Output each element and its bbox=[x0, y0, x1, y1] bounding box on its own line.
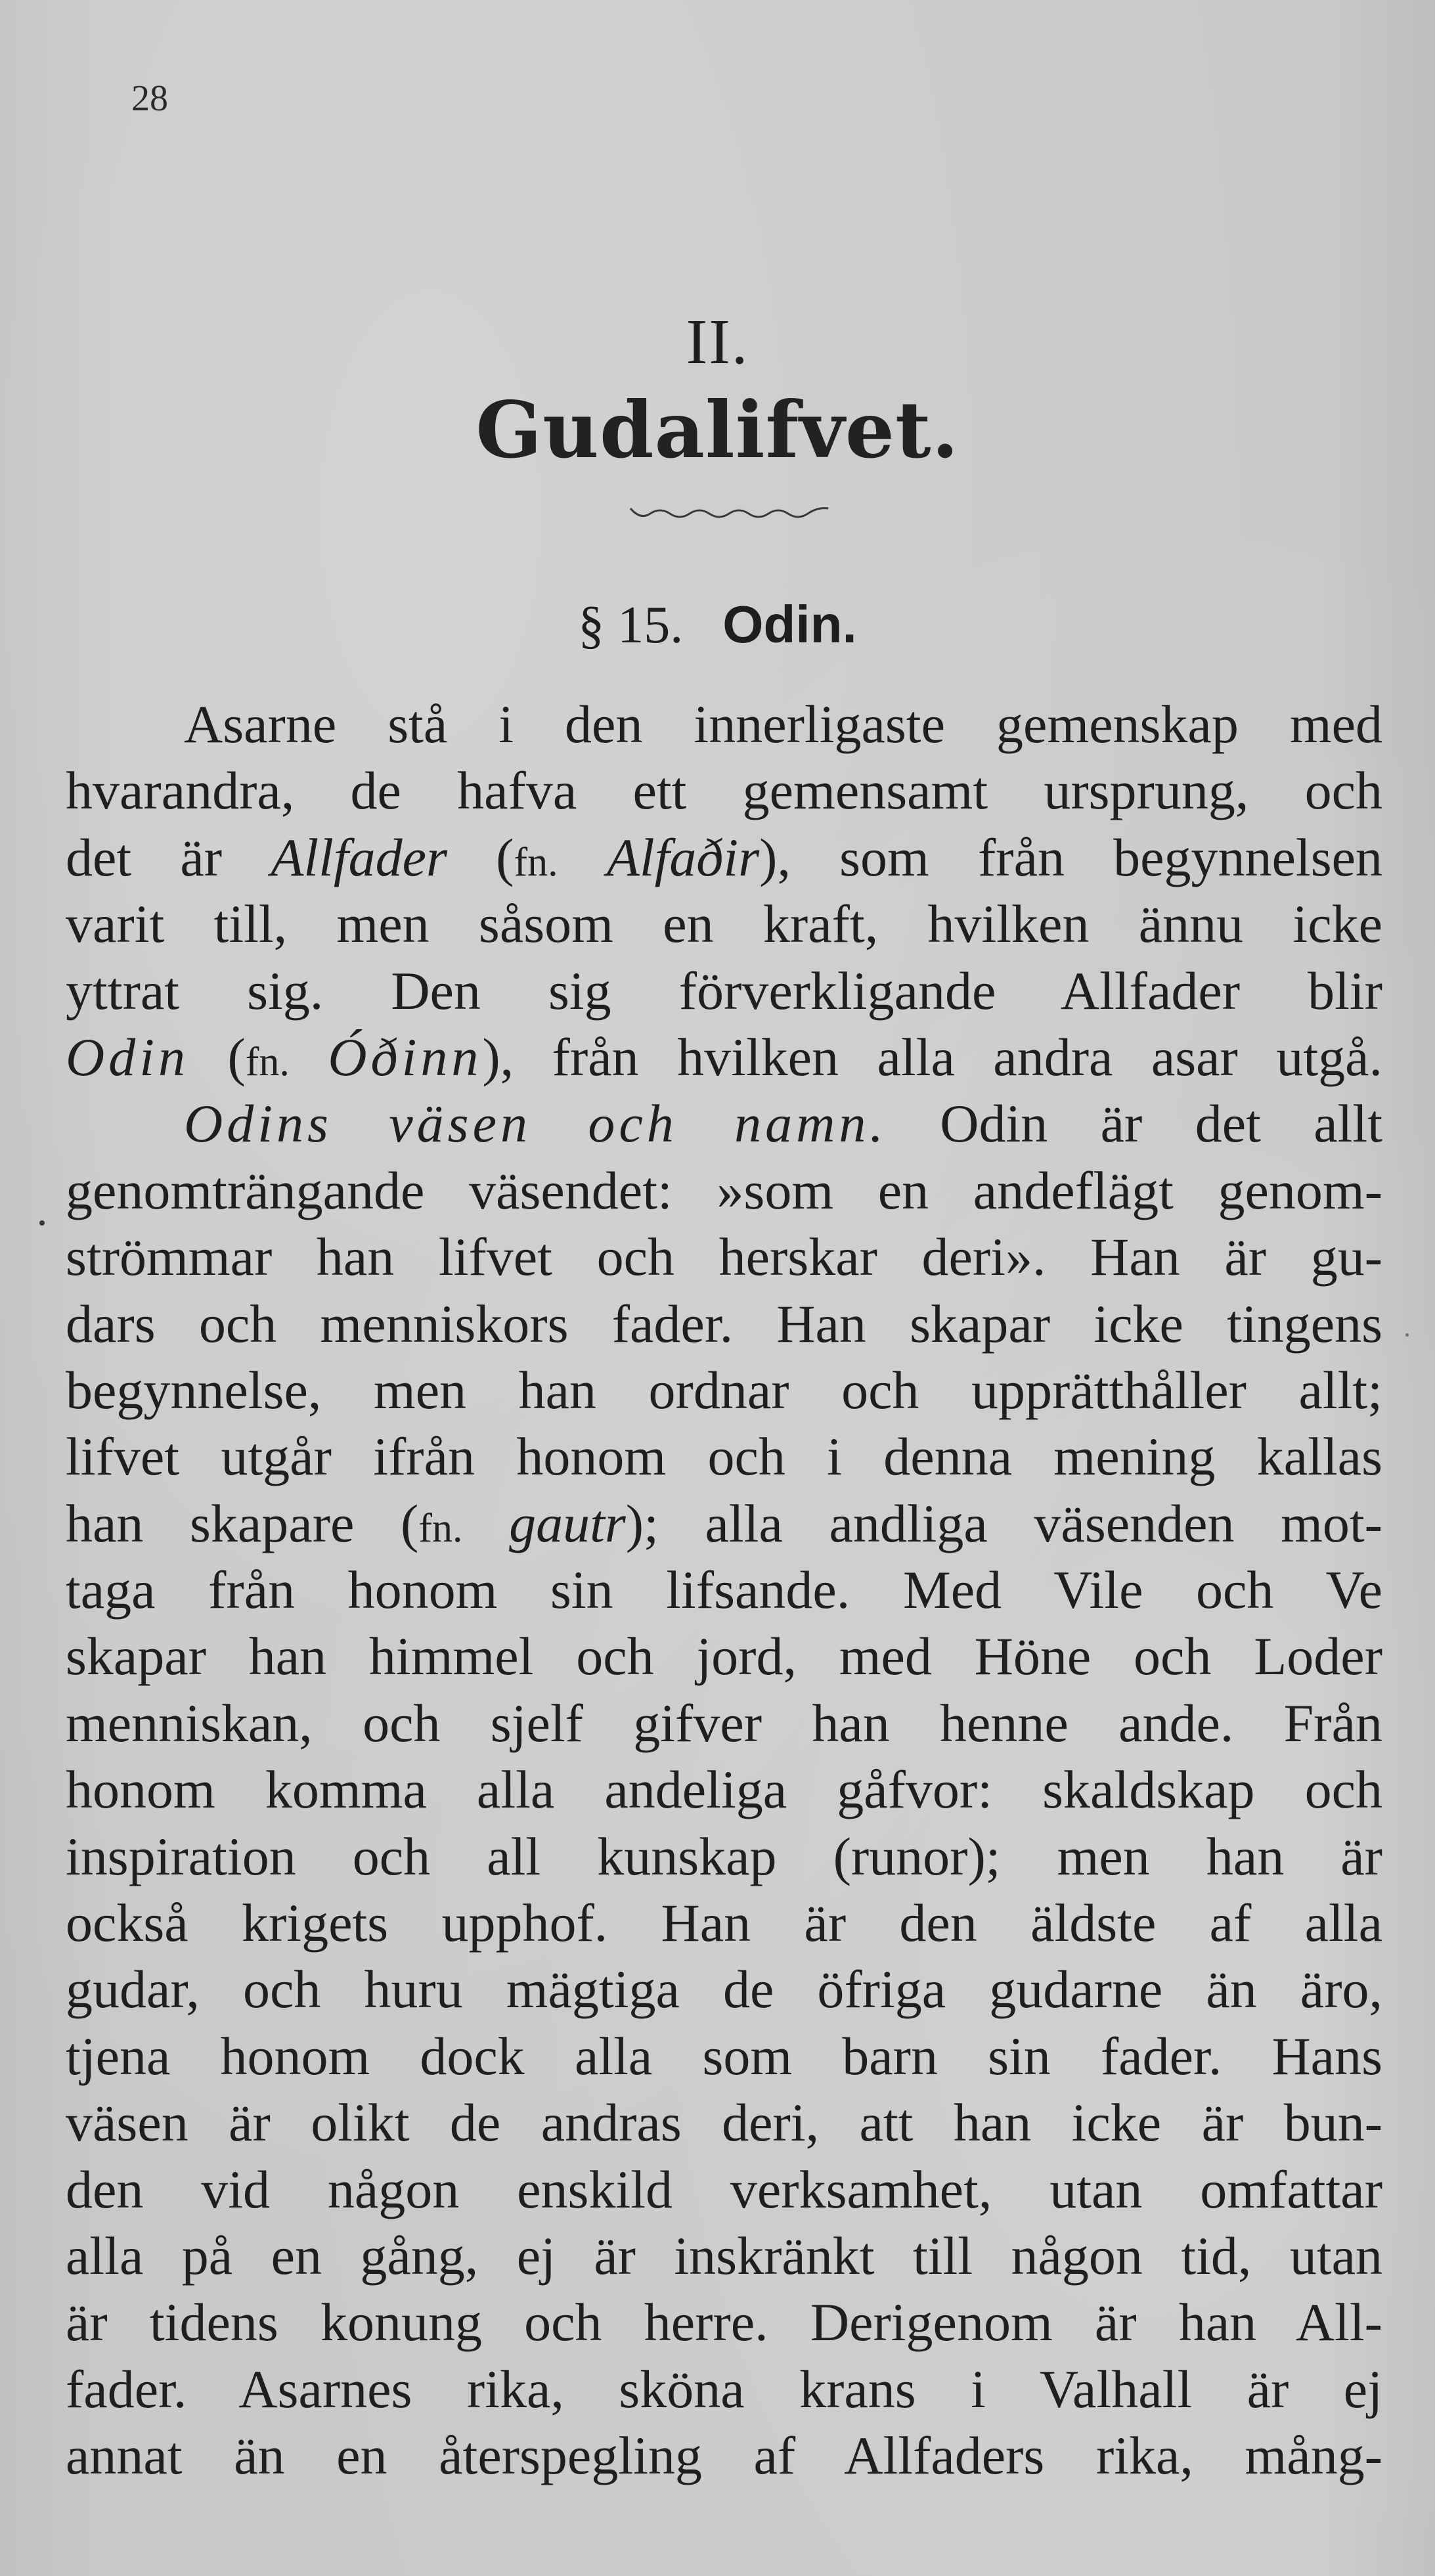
text-line bbox=[66, 958, 1382, 1024]
text-segment: yttrat sig. Den sig förverkligande Allfader blir bbox=[66, 960, 1382, 1021]
text-segment bbox=[558, 828, 607, 887]
text-line bbox=[66, 1890, 1382, 1956]
text-segment: fn. bbox=[418, 1505, 463, 1551]
text-line bbox=[66, 2089, 1382, 2156]
text-segment: menniskan, och sjelf gifver han henne ande. Från bbox=[66, 1693, 1382, 1753]
section-heading bbox=[0, 594, 1435, 655]
text-segment: gudar, och huru mägtiga de öfriga gudarne än äro, bbox=[66, 1959, 1382, 2020]
text-segment bbox=[290, 1027, 328, 1087]
text-line bbox=[66, 1090, 1382, 1157]
text-line bbox=[66, 2156, 1382, 2223]
page-number: 28 bbox=[131, 78, 168, 119]
text-segment: han skapare ( bbox=[66, 1493, 419, 1553]
text-line bbox=[66, 824, 1382, 891]
text-segment: ); alla andliga väsenden mot- bbox=[625, 1493, 1382, 1553]
text-segment: tjena honom dock alla som barn sin fader. Hans bbox=[66, 2026, 1382, 2086]
text-line bbox=[66, 1823, 1382, 1890]
text-segment: fn. bbox=[514, 839, 558, 885]
section-name: Odin. bbox=[722, 595, 857, 654]
text-line bbox=[66, 891, 1382, 957]
text-line bbox=[66, 2023, 1382, 2089]
text-segment: är tidens konung och herre. Derigenom är han All- bbox=[66, 2292, 1382, 2353]
text-line bbox=[66, 2289, 1382, 2355]
text-segment: Odin är det allt bbox=[887, 1094, 1382, 1154]
text-segment: annat än en återspegling af Allfaders rika, mång- bbox=[66, 2426, 1382, 2486]
text-line bbox=[66, 1224, 1382, 1290]
text-line bbox=[66, 1291, 1382, 1357]
text-segment: gautr bbox=[509, 1493, 626, 1553]
text-line bbox=[66, 1357, 1382, 1423]
wavy-rule-ornament-icon bbox=[629, 506, 829, 520]
text-line bbox=[66, 1557, 1382, 1623]
text-segment: skapar han himmel och jord, med Höne och Loder bbox=[66, 1626, 1382, 1687]
text-segment: genomträngande väsendet: »som en andeflägt genom- bbox=[66, 1160, 1382, 1220]
text-segment bbox=[462, 1494, 509, 1553]
text-segment: inspiration och all kunskap (runor); men han är bbox=[66, 1826, 1382, 1886]
text-line bbox=[66, 1024, 1382, 1090]
text-line bbox=[66, 1690, 1382, 1756]
text-line bbox=[66, 691, 1382, 757]
text-segment: strömmar han lifvet och herskar deri». Han är gu- bbox=[66, 1227, 1382, 1287]
text-segment: Odin bbox=[66, 1027, 189, 1087]
text-line bbox=[66, 1423, 1382, 1490]
chapter-title: Gudalifvet. bbox=[475, 384, 960, 476]
text-segment: varit till, men såsom en kraft, hvilken ännu icke bbox=[66, 894, 1382, 954]
text-segment: alla på en gång, ej är inskränkt till någon tid, utan bbox=[66, 2225, 1382, 2286]
text-line bbox=[66, 1490, 1382, 1557]
text-segment: Alfaðir bbox=[606, 827, 760, 887]
text-line bbox=[66, 2356, 1382, 2422]
text-segment: Odins väsen och namn. bbox=[184, 1094, 887, 1154]
text-segment: begynnelse, men han ordnar och upprätthåller allt; bbox=[66, 1360, 1382, 1420]
text-segment: ), som från begynnelsen bbox=[759, 827, 1383, 887]
text-line bbox=[66, 757, 1382, 824]
text-segment: ( bbox=[189, 1027, 246, 1087]
text-segment: fader. Asarnes rika, sköna krans i Valhall är ej bbox=[66, 2359, 1382, 2419]
paper-speck bbox=[39, 1220, 45, 1226]
text-line bbox=[66, 2223, 1382, 2289]
text-line bbox=[66, 1956, 1382, 2022]
section-number: § 15. bbox=[578, 596, 684, 654]
part-number: II. bbox=[686, 307, 749, 378]
text-segment: Allfader bbox=[271, 827, 447, 887]
text-segment: också krigets upphof. Han är den äldste af alla bbox=[66, 1893, 1382, 1953]
text-segment: väsen är olikt de andras deri, att han icke är bun- bbox=[66, 2093, 1382, 2153]
text-segment: lifvet utgår ifrån honom och i denna mening kallas bbox=[66, 1427, 1382, 1487]
text-segment: taga från honom sin lifsande. Med Vile och Ve bbox=[66, 1560, 1382, 1620]
text-segment: fn. bbox=[245, 1039, 290, 1084]
text-segment: det är bbox=[66, 827, 271, 887]
text-segment: honom komma alla andeliga gåfvor: skaldskap och bbox=[66, 1760, 1382, 1820]
text-segment: den vid någon enskild verksamhet, utan omfattar bbox=[66, 2159, 1382, 2219]
text-segment: Óðinn bbox=[328, 1027, 483, 1087]
text-segment: hvarandra, de hafva ett gemensamt ursprung, och bbox=[66, 761, 1382, 821]
text-line bbox=[66, 2422, 1382, 2489]
text-line bbox=[66, 1623, 1382, 1689]
text-line bbox=[66, 1756, 1382, 1823]
text-segment: ( bbox=[447, 827, 514, 887]
text-segment: dars och menniskors fader. Han skapar icke tingens bbox=[66, 1293, 1382, 1354]
text-segment: Asarne stå i den innerligaste gemenskap med bbox=[184, 694, 1382, 754]
body-text bbox=[66, 691, 1382, 2489]
text-line bbox=[66, 1157, 1382, 1224]
paper-speck bbox=[1405, 1333, 1409, 1337]
text-segment: ), från hvilken alla andra asar utgå. bbox=[482, 1027, 1382, 1087]
